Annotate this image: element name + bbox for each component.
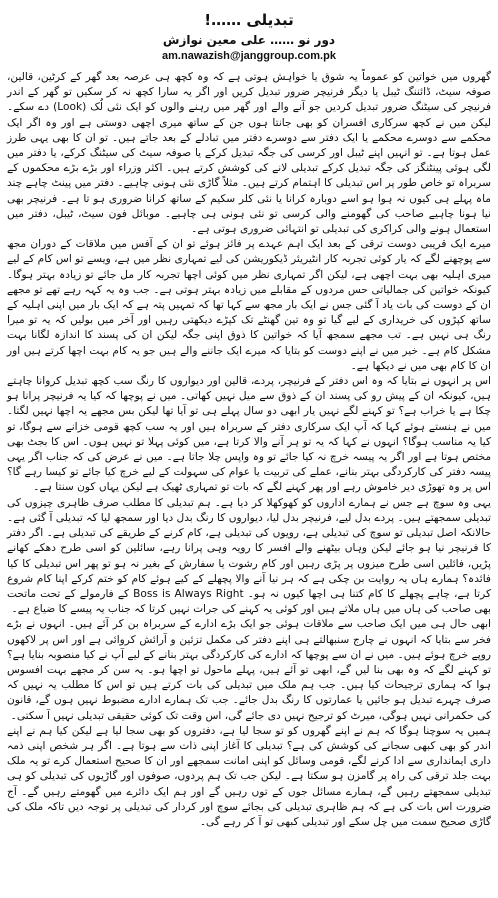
article-paragraph: گھروں میں خواتین کو عموماً یہ شوق یا خواہش ہوتی ہے کہ وہ کچھ ہی عرصہ بعد گھر کے کرٹین، قالین، صوفہ سیٹ، ڈائننگ ٹیبل یا دیگر فرنیچر ضرور تبدیل کریں اور اگر یہ سارا کچھ نہ کر سکیں تو گھر کے اندر فرنیچر کی سیٹنگ ضرور تبدیل کردیں جو آنے والے اور گھر میں رہنے والوں کو ایک نئی لُک (Look) دے سکے۔ لیکن میں نے کچھ سرکاری افسران کو بھی جانتا ہوں جن کے ساتھ میری اچھی دوستی ہے اور وہ اگر ایک محکمے سے دوسرے محکمے یا ایک دفتر سے دوسرے دفتر میں تبادلے کے بعد جاتے ہیں۔ تو ان کا بھی یہی طرز عمل ہوتا ہے۔ تو انہیں اپنے ٹیبل اور کرسی کی جگہ تبدیل کرکے یا صوفہ سیٹ کی سیٹنگ کرکے، یا دفتر میں لگی ہوئی پینٹنگز کی جگہ تبدیل کرکے تبدیلی لانے کی کوشش کرتے ہیں۔ اکثر وزراء اور بڑے بڑے محکموں کے سربراہ تو خاص طور پر اس تبدیلی کا اہتمام کرتے ہیں۔ مثلاً گاڑی نئی ہونی چاہیے۔ دفتر میں پینٹ چاہے چند ماہ پہلے ہی کیوں نہ ہوا ہو اسے دوبارہ کرانا یا نئی کلر سکیم کے ساتھ کرانا ضروری ہو تا ہے۔ فرنیچر بھی نیا ہونا چاہیے صاحب کی گھومنے والی کرسی تو نئی ہونی ہی چاہیے۔ موبائل فون سیٹ، ٹیبل، دفتر میں استعمال ہونے والی کراکری کی تبدیلی تو انتہائی ضروری ہوتی ہے۔ bbox=[7, 71, 492, 236]
article-title: تبدیلی ……! bbox=[204, 11, 294, 29]
article-body bbox=[7, 70, 491, 830]
article-paragraph: ہمیں یہ سوچنا ہوگا کہ ہم نے اپنے گھروں کو تو سجا لیا ہے، دفتروں کو بھی سجا لیا ہے لیکن کیا ہم نے اپنے اندر کو بھی کبھی سجانے کی کوشش کی ہے؟ تبدیلی کا آغاز اپنی ذات سے ہوتا ہے۔ اگر ہر شخص اپنی ذمہ داری ایمانداری سے ادا کرنے لگے، قومی وسائل کو اپنی امانت سمجھے اور ان کا صحیح استعمال کرے تو یہ ملک بہت جلد ترقی کی راہ پر گامزن ہو سکتا ہے۔ لیکن جب تک ہم پردوں، صوفوں اور گاڑیوں کی تبدیلی کو ہی تبدیلی سمجھتے رہیں گے، ہمارے مسائل جوں کے توں رہیں گے اور ہم ایک دائرے میں گھومتے رہیں گے۔ آج ضرورت اس بات کی ہے کہ ہم ظاہری تبدیلی کی بجائے سوچ اور کردار کی تبدیلی پر توجہ دیں تاکہ ملک کی گاڑی صحیح سمت میں چل سکے اور تبدیلی کبھی تو آ کر رہے گی۔ bbox=[7, 724, 491, 828]
article-paragraph: یہی وہ سوچ ہے جس نے ہمارے اداروں کو کھوکھلا کر دیا ہے۔ ہم تبدیلی کا مطلب صرف ظاہری چیزوں کی تبدیلی سمجھتے ہیں۔ پردے بدل لیے، فرنیچر بدل لیا، دیواروں کا رنگ بدل دیا اور سمجھ لیا کہ تبدیلی آ گئی ہے۔ حالانکہ اصل تبدیلی تو سوچ کی تبدیلی ہے، رویوں کی تبدیلی ہے، کام کرنے کے طریقے کی تبدیلی ہے۔ اگر دفتر کا فرنیچر نیا ہو جائے لیکن وہاں بیٹھنے والے افسر کا رویہ وہی پرانا رہے، سائلین کو اسی طرح دھکے کھانے پڑیں، فائلیں اسی طرح میزوں پر پڑی رہیں اور کام رشوت یا سفارش کے بغیر نہ ہو تو پھر اس تبدیلی کا کیا فائدہ؟ ہمارے ہاں یہ روایت بن چکی ہے کہ ہر نیا آنے والا پچھلے کے کیے ہوئے کام کو ختم کرکے اپنا کام شروع کرتا ہے، چاہے پچھلے کا کام کتنا ہی اچھا کیوں نہ ہو۔ Boss is Always Right کے فارمولے کے تحت ماتحت بھی صاحب کی ہاں میں ہاں ملاتے ہیں اور کوئی یہ کہنے کی جرات نہیں کرتا کہ جناب یہ پیسے کا ضیاع ہے۔ bbox=[7, 496, 491, 616]
article-paragraph: اس پر انہوں نے بتایا کہ وہ اس دفتر کے فرنیچر، پردے، قالین اور دیواروں کا رنگ سب کچھ تبدیل کروانا چاہتے ہیں، کیونکہ ان کے پیش رو کی پسند ان کے ذوق سے میل نہیں کھاتی۔ میں نے پوچھا کہ کیا یہ فرنیچر پرانا ہو چکا ہے یا خراب ہے؟ تو کہنے لگے نہیں یار ابھی دو سال پہلے ہی تو آیا تھا لیکن بس مجھے یہ اچھا نہیں لگتا۔ میں نے ہنستے ہوئے کہا کہ آپ ایک سرکاری دفتر کے سربراہ ہیں اور یہ سب کچھ قومی خزانے سے ہوگا، تو کیا یہ مناسب ہوگا؟ انہوں نے کہا کہ یہ تو ہر آنے والا کرتا ہے، میں کوئی پہلا تو نہیں ہوں۔ اس کا بجٹ بھی مختص ہوتا ہے اور اگر یہ پیسہ خرچ نہ کیا جائے تو وہ واپس چلا جاتا ہے۔ میں نے عرض کی کہ جناب اگر یہی پیسہ دفتر کی کارکردگی بہتر بنانے، عملے کی تربیت یا عوام کی سہولت کے لیے خرچ کیا جائے تو کیسا رہے گا؟ اس پر وہ تھوڑی دیر خاموش رہے اور پھر کہنے لگے کہ بات تو تمہاری ٹھیک ہے لیکن یہاں کون سنتا ہے۔ bbox=[7, 375, 491, 494]
article-byline: دور نو …… علی معین نوازش bbox=[162, 33, 336, 47]
article-paragraph: میرے ایک قریبی دوست ترقی کے بعد ایک اہم عہدے پر فائز ہوئے تو ان کے آفس میں ملاقات کے دوران مجھ سے پوچھنے لگے کہ یار کوئی تجربہ کار انٹیریئر ڈیکوریشن کی لیے تمہاری نظر میں ہے، ویسے تو اس کام کے لیے میری اہلیہ بھی بہت اچھی ہے، لیکن اگر تمہاری نظر میں کوئی اچھا تجربہ کار مل جائے تو زیادہ بہتر ہوگا۔ کیونکہ خواتین کی جمالیاتی حس مردوں کے مقابلے میں زیادہ بہتر ہوتی ہے۔ جب وہ یہ کہہ رہے تھے تو مجھے ان کے دوست کی بات یاد آ گئی جس نے ایک بار مجھ سے کہا تھا کہ تمہیں پتہ ہے کہ ایک بار میں اپنی اہلیہ کے ساتھ کپڑوں کی خریداری کے لیے گیا تو وہ تین گھنٹے تک کپڑے دیکھتی رہیں اور آخر میں بولیں کہ یہ تو میرا رنگ ہی نہیں ہے۔ تب مجھے سمجھ آیا کہ خواتین کا ذوق اپنی جگہ لیکن ان کی پسند کا اندازہ لگانا بہت مشکل کام ہے۔ خیر میں نے اپنے دوست کو بتایا کہ میرے ایک جاننے والے ہیں جو یہ کام بہت اچھا کرتے ہیں اور ان کا کام بھی میں نے دیکھا ہے۔ bbox=[7, 238, 491, 372]
article-paragraph: ابھی حال ہی میں ایک صاحب سے ملاقات ہوئی جو ایک بڑے ادارے کے سربراہ بن کر آئے ہیں۔ انہوں نے بڑے فخر سے بتایا کہ انہوں نے چارج سنبھالتے ہی اپنے دفتر کی مکمل تزئین و آرائش کروائی ہے اور اس پر لاکھوں روپے خرچ ہوئے ہیں۔ میں نے ان سے پوچھا کہ ادارے کی کارکردگی بہتر بنانے کے لیے آپ نے کیا منصوبہ بنایا ہے؟ تو کہنے لگے کہ وہ بھی بنا لیں گے، ابھی تو آئے ہیں، پہلے ماحول تو اچھا ہو۔ یہ سن کر مجھے بہت افسوس ہوا کہ ہماری ترجیحات کیا ہیں۔ جب ہم ملک میں تبدیلی کی بات کرتے ہیں تو اس کا مطلب یہ نہیں کہ صرف چہرے تبدیل ہو جائیں یا عمارتوں کا رنگ بدل جائے۔ جب تک ہمارے ادارے مضبوط نہیں ہوں گے، قانون کی حکمرانی نہیں ہوگی، میرٹ کو ترجیح نہیں دی جائے گی، اس وقت تک کوئی حقیقی تبدیلی نہیں آ سکتی۔ bbox=[7, 618, 491, 722]
author-email[interactable]: am.nawazish@janggroup.com.pk bbox=[162, 50, 336, 62]
